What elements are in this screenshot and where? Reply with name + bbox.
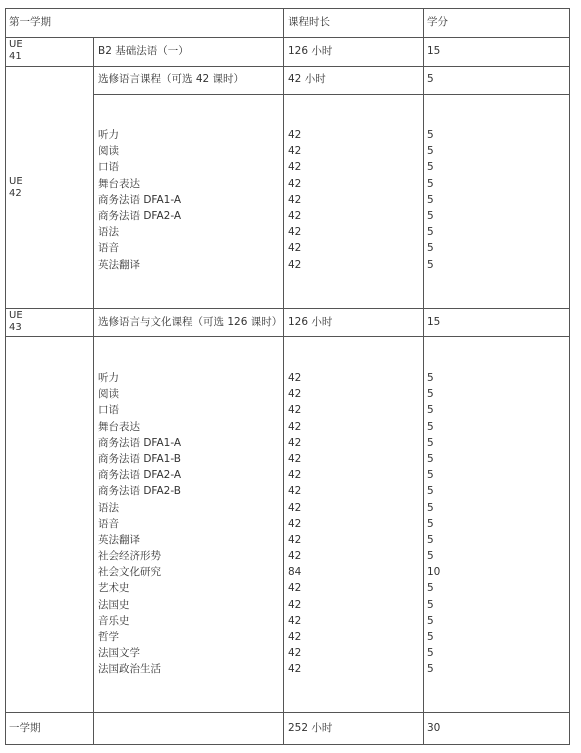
course-name: 商务法语 DFA2-A — [98, 469, 182, 482]
course-hours: 42 — [288, 469, 302, 482]
course-name: 英法翻译 — [98, 258, 140, 271]
ue41-code: UE 41 — [9, 39, 23, 62]
header-credits: 学分 — [427, 16, 448, 28]
ue43-hours: 126 小时 — [288, 316, 333, 328]
course-credits: 5 — [427, 631, 434, 643]
course-name: 阅读 — [98, 145, 119, 158]
course-name: 语法 — [98, 501, 119, 514]
course-name: 舞台表达 — [98, 177, 140, 190]
row-divider — [5, 66, 570, 67]
course-credits: 5 — [427, 501, 434, 514]
course-name: 商务法语 DFA1-A — [98, 436, 182, 449]
ue43-course: 选修语言与文化课程（可选 126 课时） — [98, 316, 283, 328]
column-divider-credits — [423, 8, 424, 745]
course-credits: 5 — [427, 209, 434, 222]
course-hours: 42 — [288, 485, 302, 498]
course-hours: 42 — [288, 177, 302, 190]
course-hours: 42 — [288, 598, 302, 611]
course-name: 艺术史 — [98, 582, 130, 595]
ue42-course-names — [98, 127, 181, 273]
course-name: 法国政治生活 — [98, 663, 161, 676]
course-credits: 5 — [427, 193, 434, 206]
course-credits: 5 — [427, 372, 434, 384]
course-hours: 42 — [288, 663, 302, 676]
course-credits: 5 — [427, 177, 434, 190]
course-hours: 42 — [288, 436, 302, 449]
course-hours: 42 — [288, 582, 302, 595]
header-semester: 第一学期 — [9, 16, 51, 28]
curriculum-table — [5, 8, 570, 745]
course-hours: 42 — [288, 242, 302, 255]
course-name: 听力 — [98, 372, 119, 384]
course-credits: 5 — [427, 614, 434, 627]
course-credits: 5 — [427, 258, 434, 271]
course-name: 商务法语 DFA1-B — [98, 452, 181, 465]
ue43-credits: 15 — [427, 316, 441, 328]
course-name: 社会文化研究 — [98, 566, 161, 579]
course-hours: 42 — [288, 258, 302, 271]
course-credits: 5 — [427, 404, 434, 417]
table-border-left — [5, 8, 6, 745]
row-divider — [5, 37, 570, 38]
course-hours: 42 — [288, 129, 302, 141]
ue42-elective-hours: 42 小时 — [288, 73, 326, 85]
ue42-elective-credits: 5 — [427, 73, 434, 85]
course-hours: 42 — [288, 420, 302, 433]
course-hours: 42 — [288, 145, 302, 158]
course-name: 社会经济形势 — [98, 550, 161, 563]
course-credits: 5 — [427, 226, 434, 239]
course-credits: 10 — [427, 566, 441, 579]
row-divider — [5, 308, 570, 309]
course-hours: 42 — [288, 517, 302, 530]
course-hours: 42 — [288, 533, 302, 546]
total-credits: 30 — [427, 722, 441, 734]
course-credits: 5 — [427, 517, 434, 530]
table-border-bottom — [5, 744, 570, 745]
ue42-course-credits — [427, 127, 434, 273]
course-name: 语音 — [98, 242, 119, 255]
course-name: 舞台表达 — [98, 420, 140, 433]
course-hours: 42 — [288, 226, 302, 239]
course-name: 音乐史 — [98, 614, 130, 627]
course-credits: 5 — [427, 161, 434, 174]
ue43-code: UE 43 — [9, 310, 23, 333]
course-credits: 5 — [427, 129, 434, 141]
course-credits: 5 — [427, 469, 434, 482]
ue43-course-hours — [288, 370, 301, 678]
ue41-course: B2 基础法语（一） — [98, 45, 189, 57]
row-divider — [5, 712, 570, 713]
total-hours: 252 小时 — [288, 722, 333, 734]
course-name: 商务法语 DFA2-B — [98, 485, 181, 498]
course-credits: 5 — [427, 420, 434, 433]
course-name: 语法 — [98, 226, 119, 239]
course-credits: 5 — [427, 145, 434, 158]
course-credits: 5 — [427, 663, 434, 676]
course-name: 听力 — [98, 129, 119, 141]
column-divider-hours — [283, 8, 284, 745]
course-name: 口语 — [98, 404, 119, 417]
course-name: 语音 — [98, 517, 119, 530]
course-hours: 42 — [288, 550, 302, 563]
ue41-hours: 126 小时 — [288, 45, 333, 57]
course-hours: 42 — [288, 614, 302, 627]
course-hours: 42 — [288, 209, 302, 222]
dashed-divider — [93, 94, 570, 95]
total-label: 一学期 — [9, 722, 41, 734]
course-credits: 5 — [427, 388, 434, 401]
course-name: 商务法语 DFA2-A — [98, 209, 182, 222]
column-divider-code — [93, 37, 94, 745]
course-hours: 42 — [288, 404, 302, 417]
course-name: 哲学 — [98, 631, 119, 643]
ue43-course-credits — [427, 370, 440, 678]
course-hours: 42 — [288, 501, 302, 514]
ue42-elective-name: 选修语言课程（可选 42 课时） — [98, 73, 245, 85]
row-divider — [5, 336, 570, 337]
course-name: 法国史 — [98, 598, 130, 611]
course-name: 商务法语 DFA1-A — [98, 193, 182, 206]
course-credits: 5 — [427, 242, 434, 255]
course-name: 口语 — [98, 161, 119, 174]
course-hours: 42 — [288, 193, 302, 206]
course-credits: 5 — [427, 533, 434, 546]
ue42-code: UE 42 — [9, 176, 23, 199]
course-hours: 84 — [288, 566, 302, 579]
course-hours: 42 — [288, 647, 302, 660]
course-hours: 42 — [288, 388, 302, 401]
course-name: 阅读 — [98, 388, 119, 401]
ue43-course-names — [98, 370, 181, 678]
course-hours: 42 — [288, 372, 302, 384]
course-credits: 5 — [427, 647, 434, 660]
course-credits: 5 — [427, 582, 434, 595]
ue41-credits: 15 — [427, 45, 441, 57]
ue42-course-hours — [288, 127, 301, 273]
course-credits: 5 — [427, 550, 434, 563]
course-hours: 42 — [288, 161, 302, 174]
course-name: 英法翻译 — [98, 533, 140, 546]
header-hours: 课程时长 — [288, 16, 330, 28]
course-credits: 5 — [427, 436, 434, 449]
course-hours: 42 — [288, 452, 302, 465]
course-credits: 5 — [427, 598, 434, 611]
course-hours: 42 — [288, 631, 302, 643]
course-name: 法国文学 — [98, 647, 140, 660]
course-credits: 5 — [427, 485, 434, 498]
table-border-top — [5, 8, 570, 9]
table-border-right — [569, 8, 570, 745]
course-credits: 5 — [427, 452, 434, 465]
